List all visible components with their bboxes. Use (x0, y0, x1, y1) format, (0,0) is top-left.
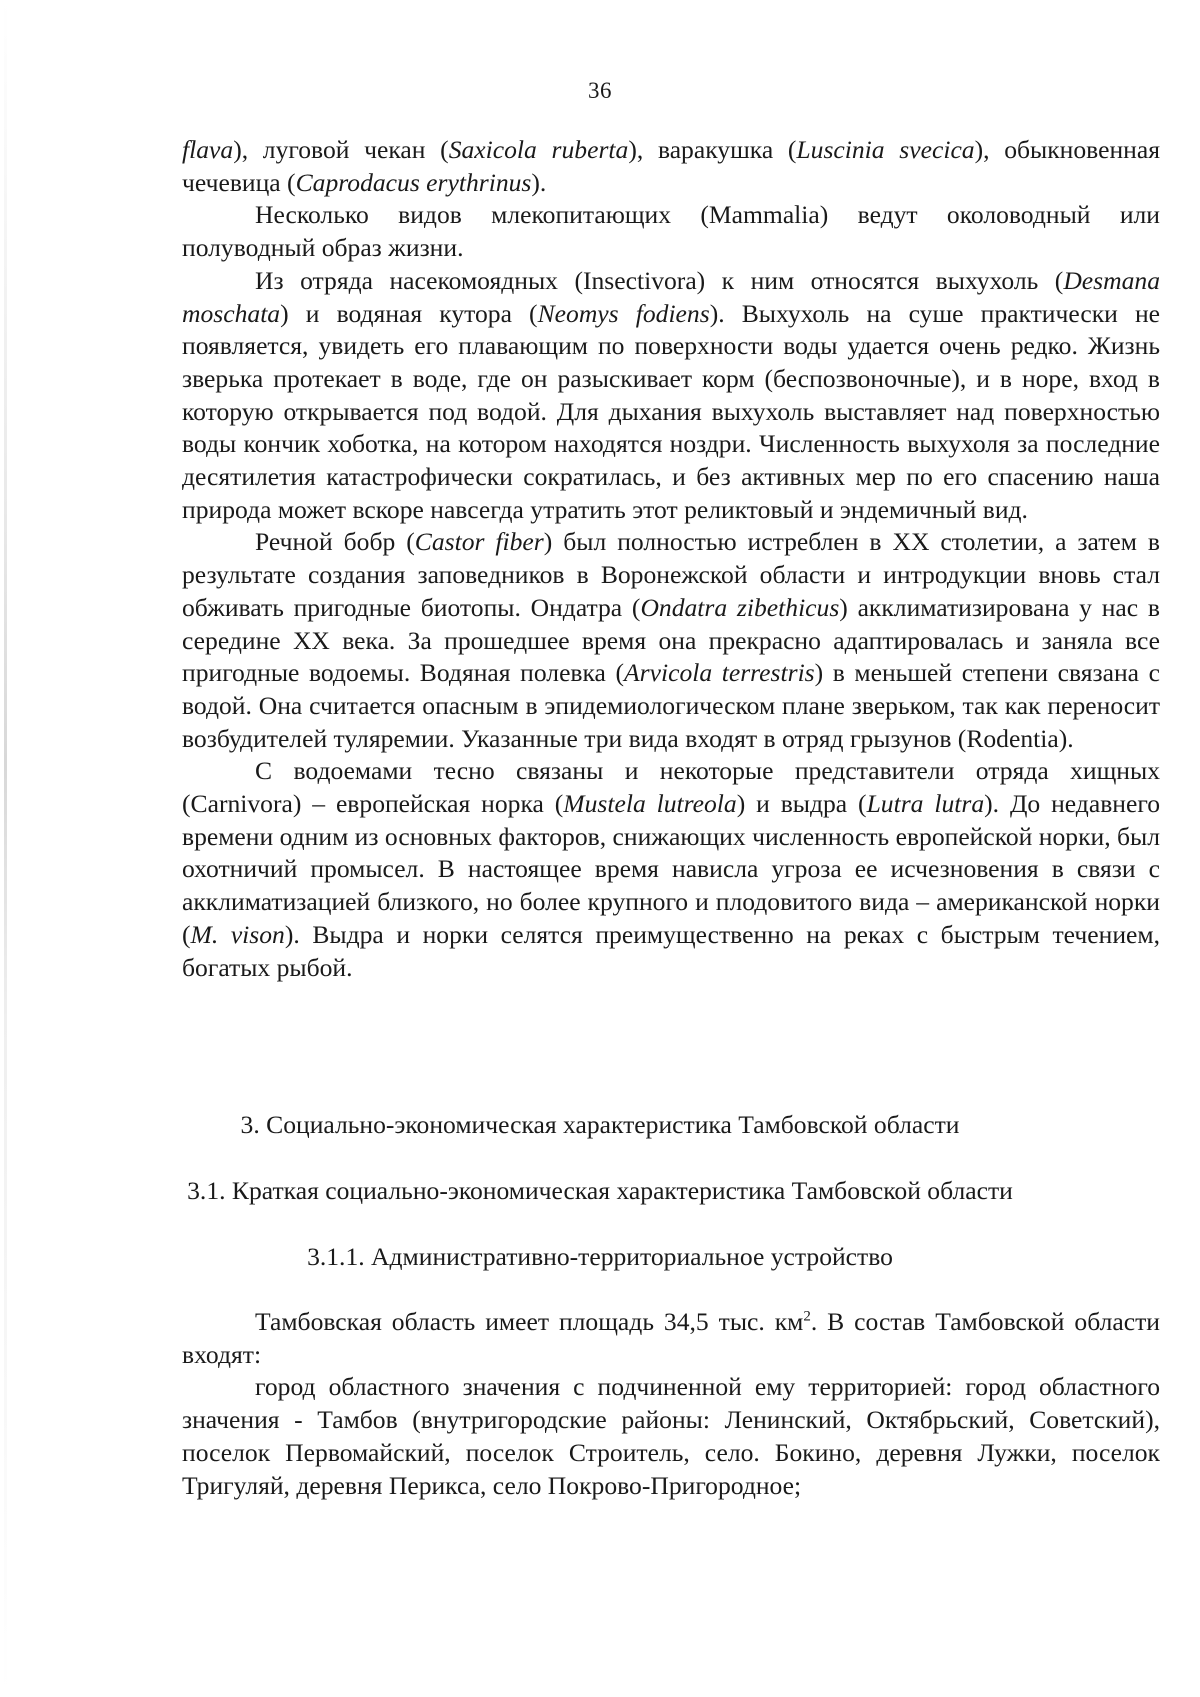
text-run: ) и выдра ( (736, 789, 867, 819)
species-name: Lutra lutra (866, 789, 985, 819)
text-run: Речной бобр ( (255, 527, 415, 557)
text-run: ), луговой чекан ( (233, 135, 449, 164)
paragraph-insectivora (182, 265, 1160, 527)
species-name: Neomys fodiens (537, 298, 710, 328)
text-run: ). Выдра и норки селятся преимущественно на реках с быстрым течением, богатых рыбой. (182, 919, 1160, 982)
text-run: ). До недавнего времени одним из основных факторов, снижающих численность европейской норки, был охотничий промысел. В настоящее время нависла угроза ее исчезновения в связи с акклиматизацией близкого, но более крупного и плодовитого вида – американской норки ( (182, 789, 1160, 949)
text-run: Из отряда насекомоядных (Insectivora) к ним относятся выхухоль ( (255, 265, 1064, 295)
text-run: ) в меньшей степени связана с водой. Она считается опасным в эпидемиологическом плане зверьком, так как переносит возбудителей туляремии. Указанные три вида входят в отряд грызунов (Rodentia). (182, 658, 1160, 753)
paragraph-mammals-intro (182, 199, 1160, 264)
text-run: ) был полностью истреблен в XX столетии, а затем в результате создания заповедников в Воронежской области и интродукции вновь стал обживать пригодные биотопы. Ондатра ( (182, 527, 1161, 622)
area-superscript: 2 (803, 1308, 811, 1325)
section-heading: 3. Социально-экономическая характеристика Тамбовской области (240, 1110, 960, 1139)
species-name: flava (182, 135, 234, 164)
species-name: Mustela lutreola (563, 789, 737, 819)
text-run: ), варакушка ( (628, 135, 797, 164)
text-run: Несколько видов млекопитающих (Mammalia) ведут околоводный или полуводный образ жизни. (182, 200, 1160, 263)
species-name: Luscinia svecica (796, 135, 975, 164)
paragraph-birds (182, 134, 1160, 199)
text-run: ). (531, 167, 547, 197)
body-text-lower (182, 1306, 1160, 1502)
paragraph-rodentia (182, 526, 1160, 755)
species-name: Arvicola terrestris (624, 658, 815, 688)
paragraph-area (182, 1306, 1160, 1371)
area-text: Тамбовская область имеет площадь 34,5 тыс. км (255, 1307, 804, 1336)
area-text-continued: . В состав Тамбовской области входят: (182, 1307, 1160, 1369)
species-name: M. vison (190, 919, 285, 949)
text-run: ) акклиматизирована у нас в середине XX века. За прошедшее время она прекрасно адаптировалась и заняла все пригодные водоемы. Водяная полевка ( (182, 592, 1160, 688)
paragraph-city: город областного значения с подчиненной ему территорией: город областного значения - Тамбов (внутригородские районы: Ленинский, Октябрьский, Советский), поселок Первомайский, поселок Строитель, село. Бокино, деревня Лужки, поселок Тригуляй, деревня Перикса, село Покрово-Пригородное; (182, 1372, 1160, 1500)
scan-edge-shadow (4, 0, 7, 1697)
page-number: 36 (588, 78, 612, 103)
text-run: ). Выхухоль на суше практически не появляется, увидеть его плавающим по поверхности воды удается очень редко. Жизнь зверька протекает в воде, где он разыскивает корм (беспозвоночные), и в норе, вход в которую открывается под водой. Для дыхания выхухоль выставляет над поверхностью воды кончик хоботка, на котором находятся ноздри. Численность выхухоля за последние десятилетия катастрофически сократилась, и без активных мер по его спасению наша природа может вскоре навсегда утратить этот реликтовый и эндемичный вид. (182, 298, 1160, 524)
body-text-upper (182, 134, 1160, 984)
subsubsection-heading: 3.1.1. Административно-территориальное устройство (307, 1242, 893, 1271)
text-run: ), обыкновенная чечевица ( (182, 135, 1160, 197)
species-name: Ondatra zibethicus (640, 592, 840, 622)
species-name: Castor fiber (414, 527, 544, 557)
species-name: Caprodacus erythrinus (295, 167, 532, 197)
text-run: ) и водяная кутора ( (280, 298, 538, 328)
text-run: С водоемами тесно связаны и некоторые представители отряда хищных (Carnivora) – европейская норка ( (182, 756, 1160, 819)
species-name: Saxicola ruberta (448, 135, 629, 164)
species-name: Desmana moschata (182, 265, 1160, 328)
paragraph-carnivora (182, 755, 1160, 984)
subsection-heading: 3.1. Краткая социально-экономическая характеристика Тамбовской области (187, 1176, 1013, 1205)
